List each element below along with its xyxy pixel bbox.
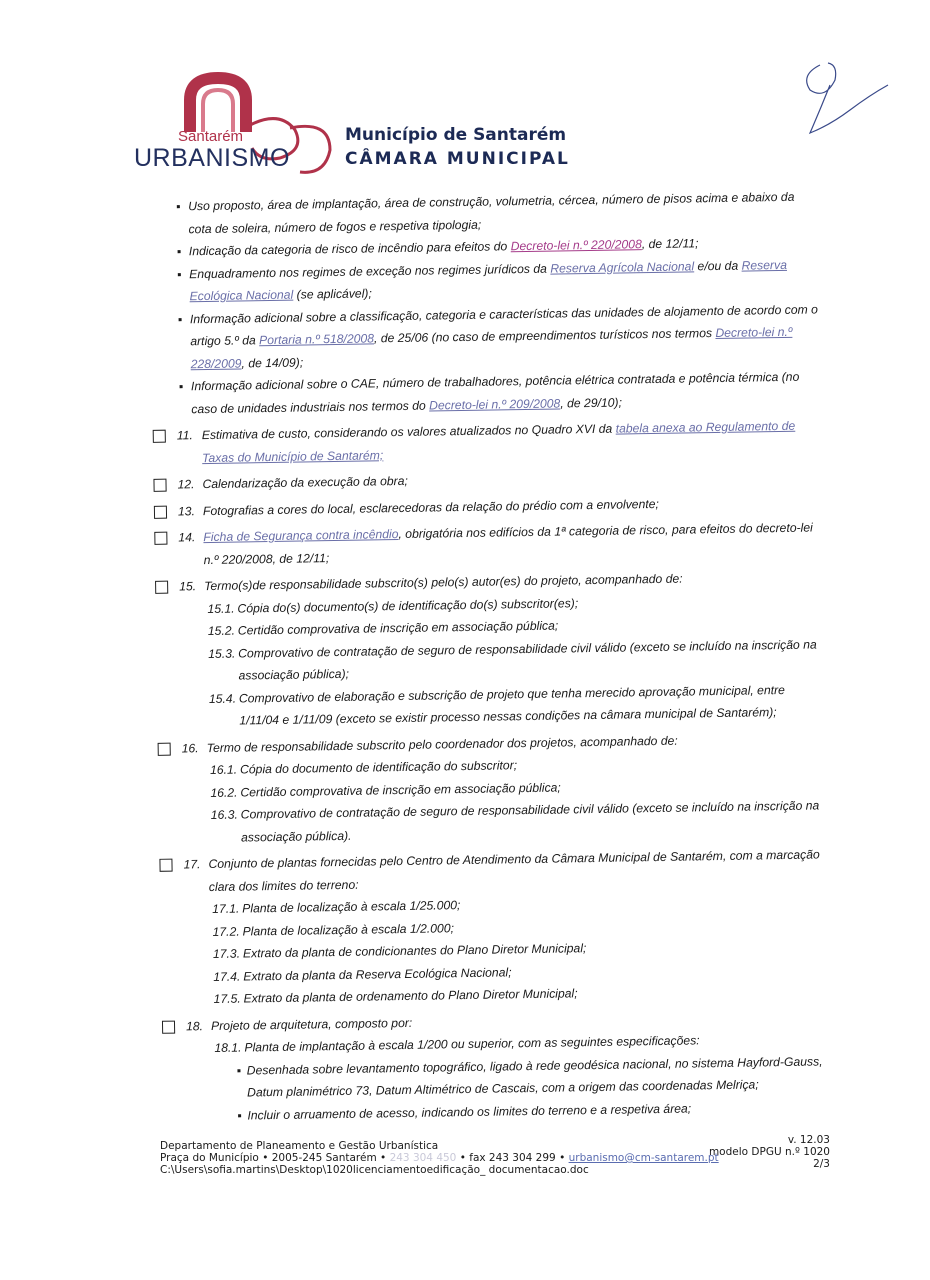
checklist-item-16: 16. Termo de responsabilidade subscrito pelo coordenador dos projetos, acompanhado de:	[152, 727, 827, 760]
signature-icon	[790, 55, 890, 140]
footer-file-path: C:\Users\sofia.martins\Desktop\1020licenciamentoedificação_ documentacao.doc	[160, 1164, 589, 1176]
footer-department: Departamento de Planeamento e Gestão Urbanística	[160, 1140, 439, 1152]
checkbox[interactable]	[155, 581, 168, 594]
footer-contacts: Praça do Município • 2005-245 Santarém • 243 304 450 • fax 243 304 299 • urbanismo@cm-santarem.pt	[160, 1152, 719, 1164]
logo-santarem-text: Santarém	[178, 128, 244, 145]
sub-item: 15.3. Comprovativo de contratação de seguro de responsabilidade civil válido (exceto se incluído na inscrição na associação pública);	[208, 636, 817, 683]
header	[130, 70, 590, 180]
decree-228-link[interactable]: Decreto-lei n.º 228/2009	[190, 324, 793, 371]
footer-meta	[709, 1134, 830, 1170]
ren-link[interactable]: Reserva Ecológica Nacional	[189, 257, 788, 304]
sub-item: 17.1. Planta de localização à escala 1/25.000;	[212, 898, 461, 916]
sub-item: 17.2. Planta de localização à escala 1/2.000;	[212, 920, 455, 939]
fee-table-link[interactable]: tabela anexa ao Regulamento de Taxas do Município de Santarém;	[202, 418, 796, 465]
checkbox[interactable]	[154, 505, 167, 518]
list-item: ▪ Incluir o arruamento de acesso, indicando os limites do terreno e a respetiva área;	[157, 1095, 832, 1128]
list-item: ▪ Informação adicional sobre o CAE, número de trabalhadores, potência elétrica contratada e potência térmica (no caso de unidades industriais nos termos do Decreto-lei n.º 209/2008, de 29/10);	[178, 369, 800, 416]
checkbox[interactable]	[153, 430, 166, 443]
list-item: ▪ Desenhada sobre levantamento topográfico, ligado à rede geodésica nacional, no sistema Hayford-Gauss, Datum planimétrico 73, Datum Altimétrico de Cascais, com a origem das coordenadas Melriça;	[236, 1053, 823, 1100]
page-number: 2/3	[813, 1158, 830, 1170]
list-item: ▪ Enquadramento nos regimes de exceção nos regimes jurídicos da Reserva Agrícola Nacional e/ou da Reserva Ecológica Nacional (se aplicável);	[177, 257, 788, 304]
sub-item: 15.4. Comprovativo de elaboração e subscrição de projeto que tenha merecido aprovação municipal, entre 1/11/04 e 1/11/09 (exceto se existir processo nessas condições na câmara municipal de Santarém);	[208, 682, 786, 728]
sub-item: 16.2. Certidão comprovativa de inscrição em associação pública;	[210, 780, 561, 800]
decree-link[interactable]: Decreto-lei n.º 220/2008	[510, 237, 642, 254]
checklist-item-14: 14. Ficha de Segurança contra incêndio, obrigatória nos edifícios da 1ª categoria de risco, para efeitos do decreto-lei n.º 220/2008, de 12/11;	[148, 516, 824, 572]
bullet-icon: ▪	[176, 199, 181, 214]
checkbox[interactable]	[159, 859, 172, 872]
sub-item: 16.3. Comprovativo de contratação de seguro de responsabilidade civil válido (exceto se incluído na inscrição na associação pública).	[210, 798, 820, 845]
logo-urbanismo-text: URBANISMO	[134, 144, 290, 172]
municipality-title: Município de Santarém	[345, 125, 567, 145]
footer-version: v. 12.03	[787, 1134, 830, 1146]
ran-link[interactable]: Reserva Agrícola Nacional	[550, 258, 695, 276]
footer-phone: 243 304 450	[389, 1152, 457, 1164]
portaria-link[interactable]: Portaria n.º 518/2008	[258, 331, 375, 348]
bullet-icon: ▪	[177, 266, 182, 281]
sub-item: 15.1. Cópia do(s) documento(s) de identificação do(s) subscritor(es);	[207, 595, 579, 616]
sub-item: 15.2. Certidão comprovativa de inscrição em associação pública;	[207, 618, 559, 639]
bullet-icon: ▪	[237, 1108, 242, 1123]
list-item: ▪ Indicação da categoria de risco de incêndio para efeitos do Decreto-lei n.º 220/2008, de 12/11;	[144, 230, 819, 263]
sub-item: 17.3. Extrato da planta de condicionantes do Plano Diretor Municipal;	[212, 941, 587, 961]
checkbox[interactable]	[153, 479, 166, 492]
bullet-icon: ▪	[177, 311, 183, 326]
checklist-item-18: 18. Projeto de arquitetura, composto por:	[156, 1005, 831, 1038]
bullet-icon: ▪	[178, 379, 184, 394]
sub-item: 16.1. Cópia do documento de identificação do subscritor;	[209, 758, 518, 778]
sub-item: 17.5. Extrato da planta de ordenamento do Plano Diretor Municipal;	[213, 986, 578, 1006]
footer	[160, 1134, 830, 1176]
sub-item: 18.1. Planta de implantação à escala 1/200 ou superior, com as seguintes especificações:	[214, 1033, 700, 1055]
checkbox[interactable]	[162, 1020, 175, 1033]
list-item: ▪ Uso proposto, área de implantação, área de construção, volumetria, cércea, número de pisos acima e abaixo da cota de soleira, número de fogos e respetiva tipologia;	[176, 189, 795, 236]
checklist-item-12: 12. Calendarização da execução da obra;	[147, 463, 822, 496]
chamber-title: CÂMARA MUNICIPAL	[345, 149, 570, 169]
checklist-item-11: 11. Estimativa de custo, considerando os valores atualizados no Quadro XVI da tabela anexa ao Regulamento de Taxas do Município de Santarém;	[147, 414, 823, 470]
bullet-icon: ▪	[176, 244, 182, 259]
footer-model: modelo DPGU n.º 1020	[708, 1146, 830, 1158]
sub-item: 17.4. Extrato da planta da Reserva Ecológica Nacional;	[213, 964, 512, 984]
checkbox[interactable]	[154, 532, 167, 545]
checklist-item-13: 13. Fotografias a cores do local, esclarecedoras da relação do prédio com a envolvente;	[148, 490, 823, 523]
checkbox[interactable]	[158, 742, 171, 755]
bullet-icon: ▪	[236, 1063, 242, 1078]
decree-209-link[interactable]: Decreto-lei n.º 209/2008	[429, 395, 561, 413]
document-body	[143, 185, 833, 1127]
footer-email-link[interactable]: urbanismo@cm-santarem.pt	[568, 1152, 719, 1164]
checklist-item-15: 15. Termo(s)de responsabilidade subscrito(s) pelo(s) autor(es) do projeto, acompanhado de:	[149, 565, 824, 598]
checklist-item-17: 17. Conjunto de plantas fornecidas pelo Centro de Atendimento da Câmara Municipal de Santarém, com a marcação clara dos limites do terreno:	[153, 843, 829, 899]
list-item: ▪ Informação adicional sobre a classificação, categoria e características das unidades de alojamento de acordo com o artigo 5.º da Portaria n.º 518/2008, de 25/06 (no caso de empreendimentos turísticos nos termos Decreto-lei n.º 228/2009, de 14/09);	[177, 301, 818, 371]
fire-safety-link[interactable]: Ficha de Segurança contra incêndio	[203, 527, 399, 545]
